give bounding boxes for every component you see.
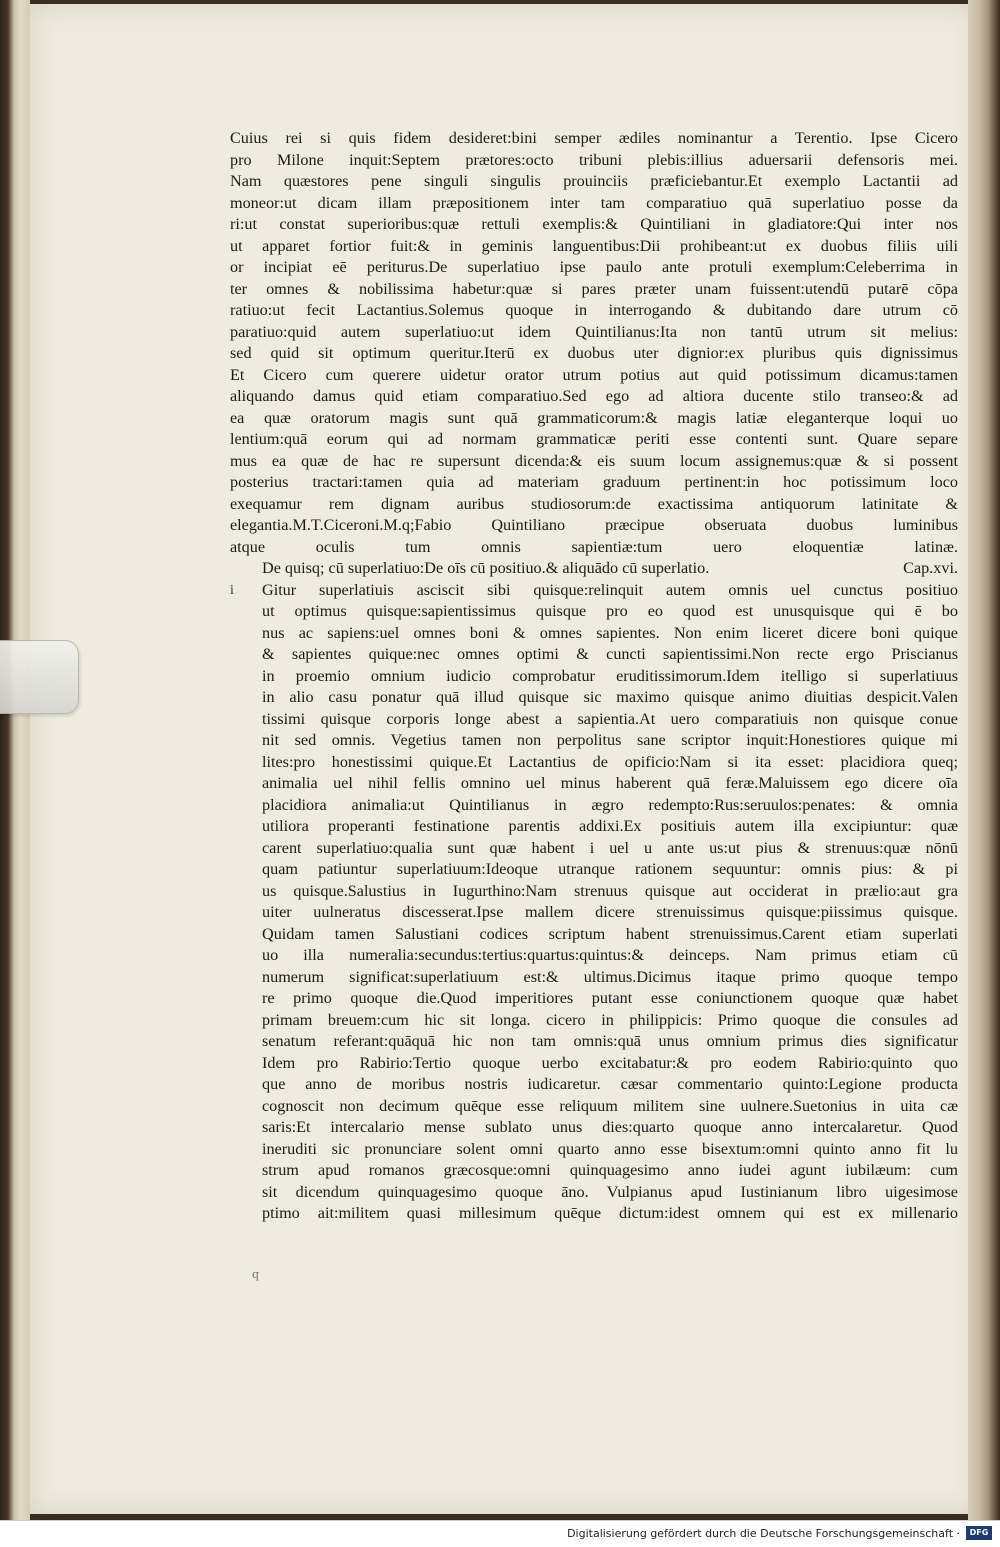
text-line: paratiuo:quid autem superlatiuo:ut idem Quintilianus:Ita non tantū utrum sit melius: — [230, 322, 958, 341]
text-line: uiter uulneratus discesserat.Ipse mallem dicere strenuissimus quisque:piissimus quisque. — [262, 903, 958, 921]
text-line: nus ac sapiens:uel omnes boni & omnes sapientes. Non enim liceret dicere boni quique — [262, 623, 958, 642]
book-spine-edge — [0, 0, 30, 1520]
text-line: saris:Et intercalario mense sublato unus dies:quarto quoque anno intercalaretur. Quod — [262, 1118, 958, 1136]
text-block — [230, 128, 958, 1225]
text-line: carent superlatiuo:qualia sunt quæ habent i uel u ante us:ut pius & strenuus:quæ nōnū — [262, 838, 958, 857]
footer-credit: Digitalisierung gefördert durch die Deutsche Forschungsgemeinschaft · — [567, 1527, 960, 1540]
chapter-title: De quisq; cū superlatiuo:De oīs cū positiuo.& aliquādo cū superlatio. — [262, 559, 710, 577]
text-line: Cuius rei si quis fidem desideret:bini semper ædiles nominantur a Terentio. Ipse Cicero — [230, 129, 958, 147]
text-line: lites:pro honestissimi quique.Et Lactantius de opificio:Nam si ita esset: placidiora queq; — [262, 752, 958, 771]
text-line: or incipiat eē periturus.De superlatiuo ipse paulo ante protuli exemplum:Celeberrima in — [230, 258, 958, 276]
text-line: elegantia.M.T.Ciceroni.M.q;Fabio Quintiliano præcipue obseruata duobus luminibus — [230, 516, 958, 534]
text-line: pro Milone inquit:Septem prætores:octo tribuni plebis:illius aduersarii defensoris mei. — [230, 150, 958, 169]
footer-bar — [0, 1520, 1000, 1547]
text-line: sed quid sit optimum queritur.Iterū ex duobus uter dignior:ex pluribus quis dignissimus — [230, 344, 958, 362]
text-line: uo illa numeralia:secundus:tertius:quartus:quintus:& deinceps. Nam primus etiam cū — [262, 946, 958, 964]
leaf-mark: q — [252, 1268, 260, 1281]
text-line: in proemio omnium iudicio comprobatur eruditissimorum.Idem itelligo si superlatiuus — [262, 666, 958, 685]
chapter-heading — [230, 558, 958, 580]
text-line: Quidam tamen Salustiani codices scriptum habent strenuissimus.Carent etiam superlati — [262, 924, 958, 943]
text-line: posterius tractari:tamen quia ad materiam graduum pertinent:in hoc potissimum loco — [230, 473, 958, 491]
text-line: exequamur rem dignam auribus studiosorum:de exactissima antiquorum latinitate & — [230, 494, 958, 513]
chapter-number: Cap.xvi. — [903, 559, 958, 577]
paragraph-bottom — [230, 580, 958, 1225]
text-line: senatum referant:quāquā hic non tam omnis:quā unus omnium primus dies significatur — [262, 1032, 958, 1050]
text-line: placidiora animalia:ut Quintilianus in ægro redempto:Rus:seruulos:penates: & omnia — [262, 795, 958, 814]
text-line: aliquando damus quid etiam comparatiuo.Sed ego ad altiora ducente stilo transeo:& ad — [230, 387, 958, 405]
text-line: quam patiuntur superlatiuum:Ideoque utranque rationem sequuntur: omnis pius: & pi — [262, 860, 958, 878]
text-line: in alio casu ponatur quā illud quisque sic maximo quisque animo diuitias despicit.Valen — [262, 688, 958, 706]
text-line: Et Cicero cum querere uidetur orator utrum potius aut quid potissimum dicamus:tamen — [230, 365, 958, 384]
text-line: ut apparet fortior fuit:& in geminis languentibus:Dii prohibeant:ut ex duobus filiis uili — [230, 236, 958, 255]
text-line: tissimi quisque corporis longe abest a sapientia.At uero comparatiuis non quisque conue — [262, 709, 958, 728]
text-line: que anno de moribus nostris iudicaretur. cæsar commentario quinto:Legione producta — [262, 1075, 958, 1093]
text-line: ineruditi sic pronunciare solent omni quarto anno esse bisextum:omni quinto anno fit lu — [262, 1139, 958, 1158]
text-line: utiliora properanti festinatione parentis addixi.Ex positiuis autem illa excipiuntur: quæ — [262, 817, 958, 835]
text-line: numerum significat:superlatiuum est:& ultimus.Dicimus itaque primo quoque tempo — [262, 967, 958, 986]
text-line: Nam quæstores pene singuli singulis prouinciis præficiebantur.Et exemplo Lactantii ad — [230, 172, 958, 190]
paragraph-top — [230, 128, 958, 558]
text-line: atque oculis tum omnis sapientiæ:tum uero eloquentiæ latinæ. — [230, 537, 958, 556]
text-line: cognoscit non decimum quēque esse reliquum militem sine uulnere.Suetonius in uita cæ — [262, 1096, 958, 1115]
text-line: Idem pro Rabirio:Tertio quoque uerbo excitabatur:& pro eodem Rabirio:quinto quo — [262, 1053, 958, 1072]
text-line: strum apud romanos græcosque:omni quinquagesimo anno iudei agunt iubilæum: cum — [262, 1161, 958, 1179]
text-line: lentium:quā eorum qui ad normam grammaticæ periti esse contenti sunt. Quare separe — [230, 430, 958, 448]
guide-letter: i — [230, 582, 234, 598]
text-line: ratiuo:ut fecit Lactantius.Solemus quoque in interrogando & dubitando dare utrum cō — [230, 301, 958, 319]
text-line: Gitur superlatiuis asciscit sibi quisque:relinquit autem omnis uel cunctus positiuo i — [230, 580, 958, 602]
text-line: mus ea quæ de hac re supersunt dicenda:& eis suum locum assignemus:quæ & si possent — [230, 451, 958, 470]
text-line: moneor:ut dicam illam præpositionem inter tam comparatiuo quā superlatiuo posse da — [230, 193, 958, 212]
text-line: nit sed omnis. Vegetius tamen non perpolitus sane scriptor inquit:Honestiores quique mi — [262, 731, 958, 749]
text-line: us quisque.Salustius in Iugurthino:Nam strenuus quisque aut occiderat in prælio:aut gra — [262, 881, 958, 900]
bookmark-tab — [0, 640, 79, 714]
dfg-logo: DFG — [966, 1526, 992, 1540]
text-line: ea quæ oratorum magis sunt quā grammaticorum:& magis latiæ eleganterque loqui uo — [230, 408, 958, 427]
text-line: ri:ut constat superioribus:quæ rettuli exemplis:& Quintiliani in gladiatore:Qui inter nos — [230, 215, 958, 233]
text-line: re primo quoque die.Quod imperitiores putant esse coniunctionem quoque quæ habet — [262, 989, 958, 1007]
text-line: ut optimus quisque:sapientissimus quisque pro eo quod est unusquisque qui ē bo — [262, 602, 958, 620]
text-line: primam breuem:cum hic sit longa. cicero in philippicis: Primo quoque die consules ad — [262, 1010, 958, 1029]
text-line: animalia uel nihil fellis omnino uel minus haberent quā feræ.Maluissem ego dicere oīa — [262, 774, 958, 792]
text-line: ter omnes & nobilissima habetur:quæ si pares præter unam fuissent:utendū putarē cōpa — [230, 279, 958, 298]
text-line: sit dicendum quinquagesimo quoque āno. Vulpianus apud Iustinianum libro uigesimose — [262, 1182, 958, 1201]
text-line: & sapientes quique:nec omnes optimi & cuncti sapientissimi.Non recte ergo Priscianus — [262, 645, 958, 663]
text-line: ptimo ait:militem quasi millesimum quēque dictum:idest omnem qui est ex millenario — [262, 1204, 958, 1222]
page-fore-edge — [968, 0, 1000, 1520]
